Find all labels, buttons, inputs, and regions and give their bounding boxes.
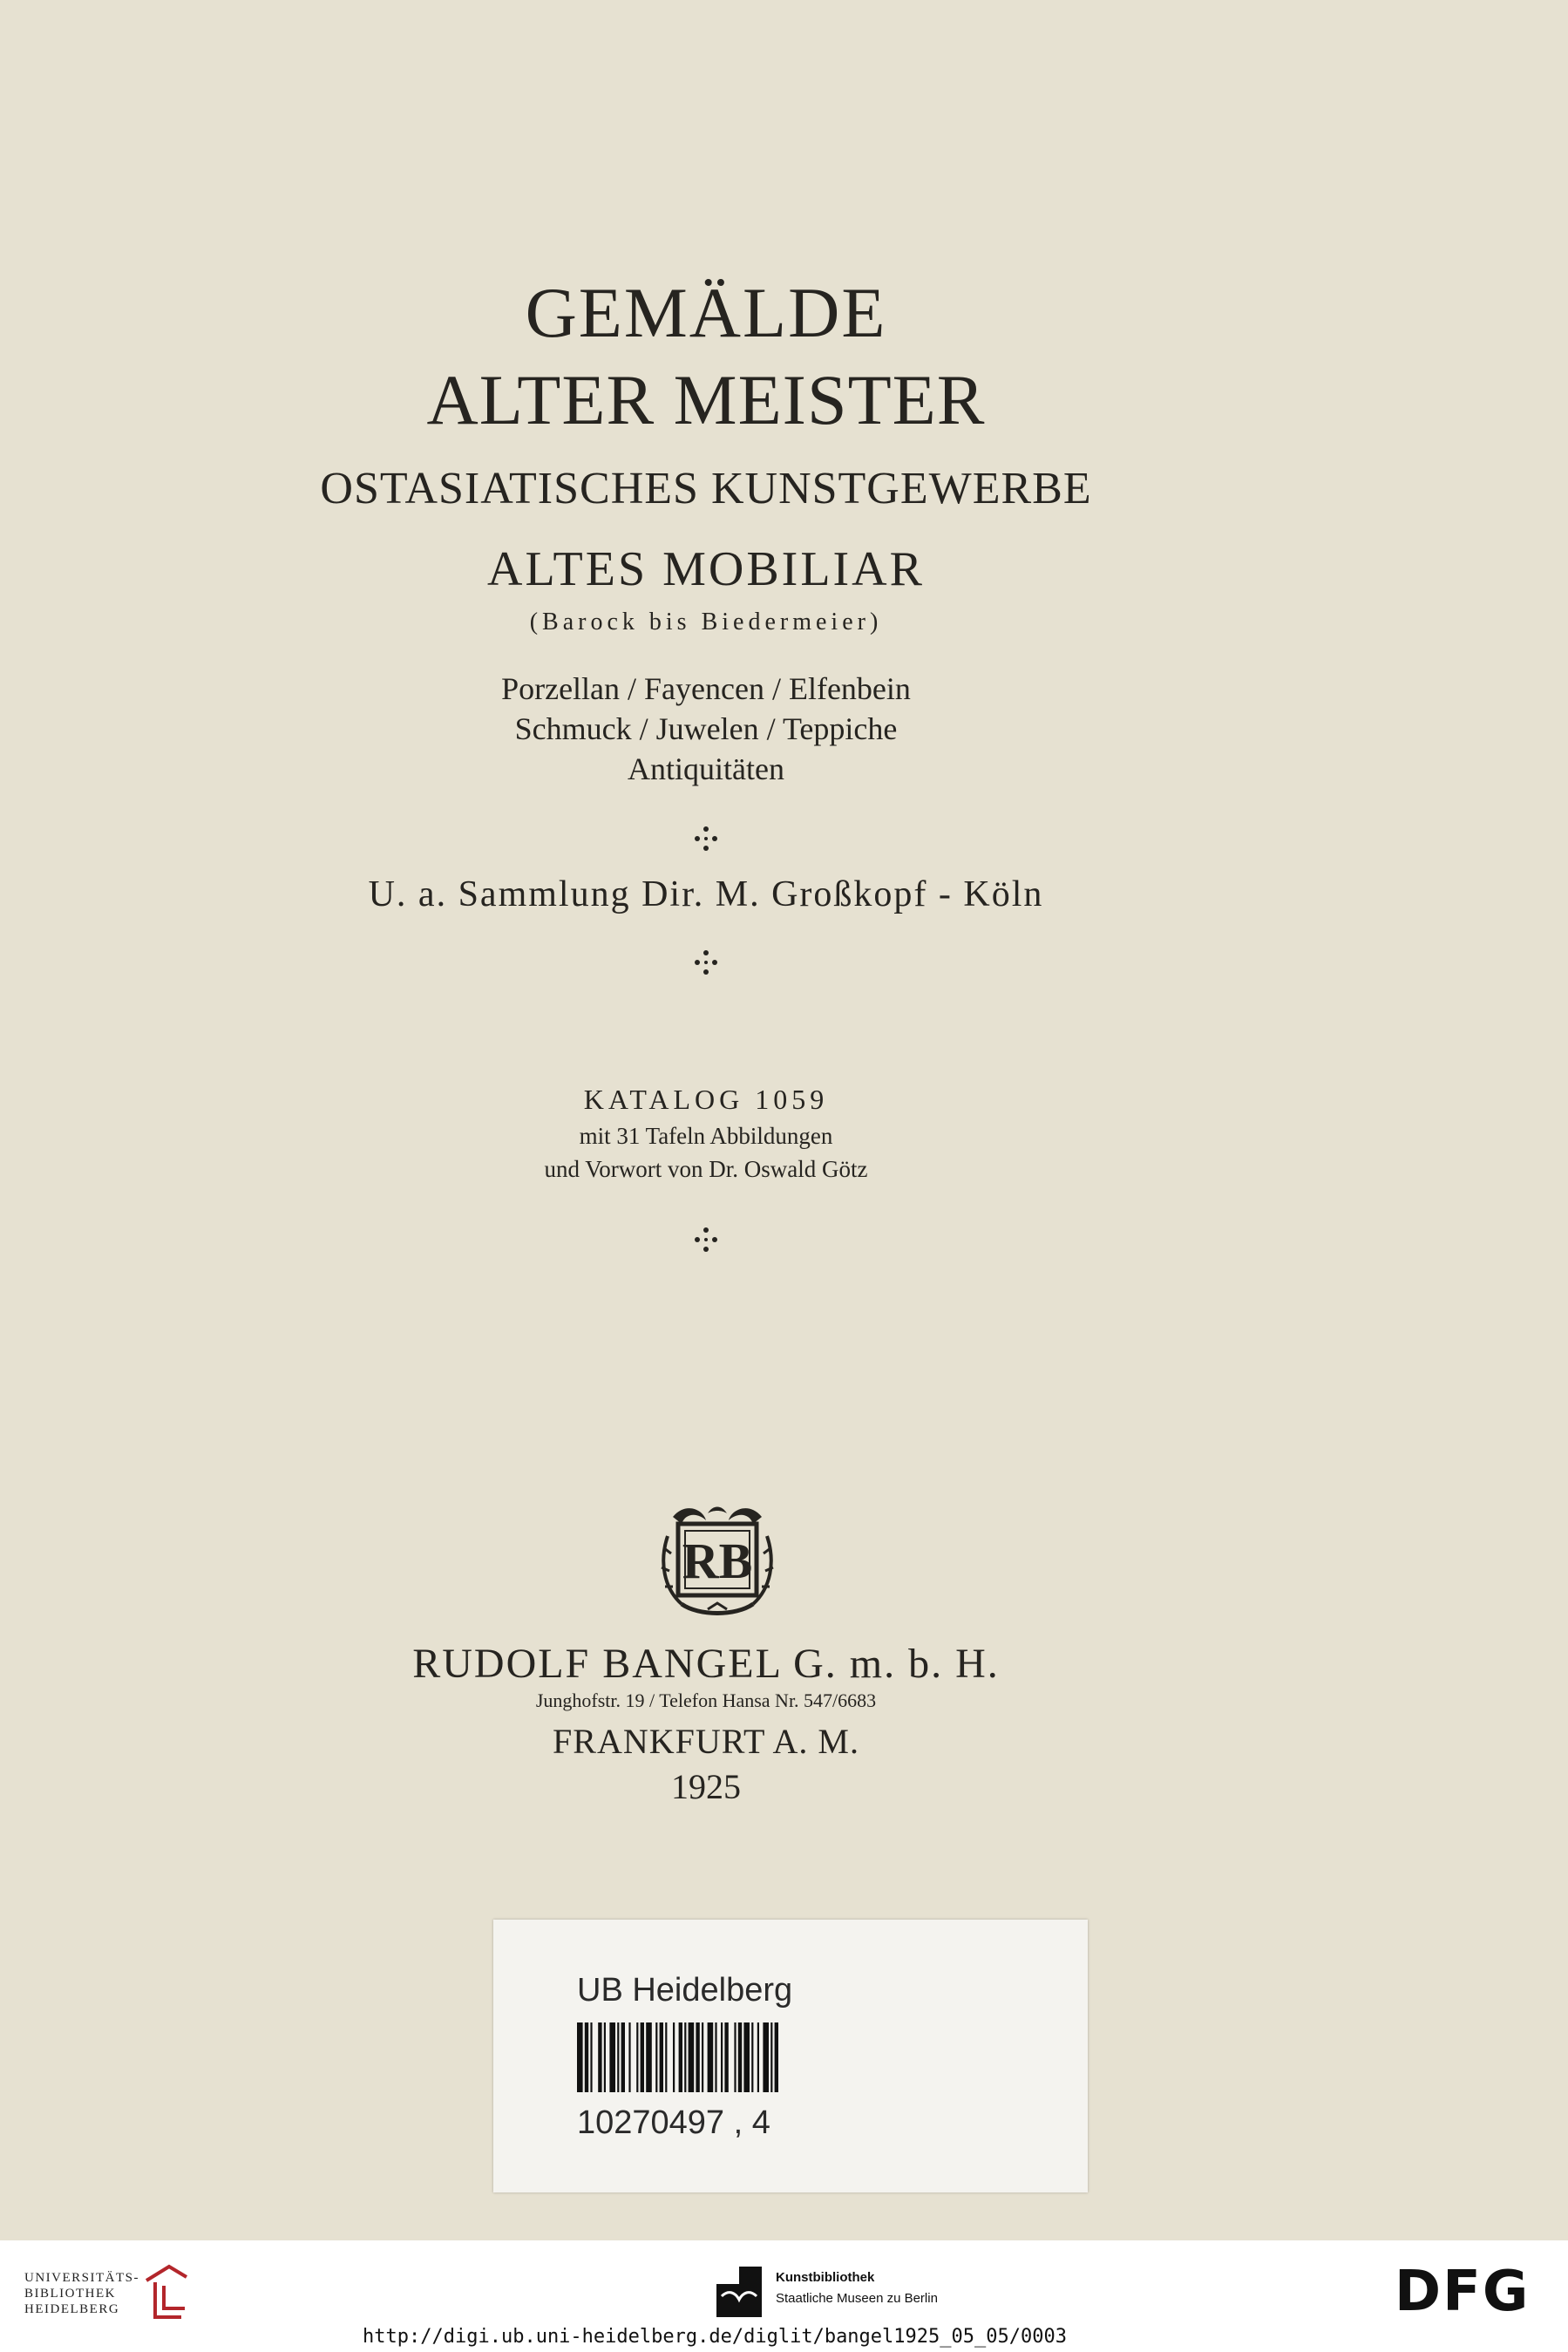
ub-heidelberg-name: [24, 2270, 139, 2317]
barcode-bar: [715, 2022, 716, 2092]
barcode-bar: [702, 2022, 703, 2092]
publisher-address: Junghofstr. 19 / Telefon Hansa Nr. 547/6683: [535, 1689, 877, 1711]
categories-line-2: Schmuck / Juwelen / Teppiche: [514, 711, 898, 746]
label-library-name: UB Heidelberg: [577, 1972, 793, 2009]
barcode-bar: [621, 2022, 625, 2092]
barcode-bar: [679, 2022, 682, 2092]
foreword-note: und Vorwort von Dr. Oswald Götz: [544, 1156, 868, 1182]
categories-line-3: Antiquitäten: [628, 751, 784, 786]
collection-line: U. a. Sammlung Dir. M. Großkopf - Köln: [368, 874, 1044, 914]
barcode-bar: [724, 2022, 728, 2092]
barcode-bar: [696, 2022, 699, 2092]
ornament-icon: [690, 823, 722, 854]
barcode-bar: [665, 2022, 667, 2092]
barcode-bar: [721, 2022, 723, 2092]
monogram-initials: RB: [682, 1533, 753, 1589]
ub-name-line: UNIVERSITÄTS-: [24, 2271, 139, 2285]
ornament-icon: [690, 1224, 722, 1255]
barcode-bar: [775, 2022, 778, 2092]
barcode-bar: [660, 2022, 663, 2092]
barcode-bar: [743, 2022, 750, 2092]
barcode-bar: [689, 2022, 695, 2092]
barcode-bar: [738, 2022, 742, 2092]
kunstbibliothek-subtitle: Staatliche Museen zu Berlin: [776, 2291, 938, 2306]
ub-name-line: BIBLIOTHEK: [24, 2287, 116, 2301]
barcode-bar: [655, 2022, 657, 2092]
publisher-city: FRANKFURT A. M.: [553, 1722, 859, 1761]
plates-note: mit 31 Tafeln Abbildungen: [579, 1123, 833, 1149]
title-line-1: GEMÄLDE: [525, 273, 887, 352]
barcode-bar: [604, 2022, 606, 2092]
barcode-bar: [708, 2022, 714, 2092]
barcode-bar: [609, 2022, 615, 2092]
kunstbibliothek-title: Kunstbibliothek: [776, 2270, 875, 2285]
barcode-bar: [598, 2022, 601, 2092]
barcode-icon: [577, 2022, 964, 2092]
dfg-logo: DFG: [1395, 2260, 1531, 2324]
ub-heidelberg-logo-icon: [143, 2263, 190, 2324]
barcode-bar: [641, 2022, 644, 2092]
kunstbibliothek-logo-icon: [716, 2267, 762, 2317]
barcode-bar: [763, 2022, 769, 2092]
ub-name-line: HEIDELBERG: [24, 2302, 120, 2316]
barcode-bar: [751, 2022, 753, 2092]
barcode-bar: [646, 2022, 652, 2092]
barcode-bar: [673, 2022, 675, 2092]
barcode-bar: [590, 2022, 592, 2092]
barcode-bar: [757, 2022, 759, 2092]
barcode-bar: [684, 2022, 686, 2092]
categories-line-1: Porzellan / Fayencen / Elfenbein: [501, 671, 911, 706]
library-barcode-label: [493, 1920, 1088, 2192]
publisher-name: RUDOLF BANGEL G. m. b. H.: [412, 1641, 1000, 1687]
title-line-2: ALTER MEISTER: [426, 360, 986, 439]
barcode-bar: [577, 2022, 583, 2092]
subtitle-east-asian-crafts: OSTASIATISCHES KUNSTGEWERBE: [320, 464, 1092, 513]
barcode-bar: [628, 2022, 630, 2092]
ornament-icon: [690, 947, 722, 978]
label-shelfmark: 10270497 , 4: [577, 2104, 770, 2141]
barcode-bar: [636, 2022, 638, 2092]
publication-year: 1925: [671, 1767, 741, 1806]
publisher-monogram-logo: [655, 1501, 779, 1620]
barcode-bar: [770, 2022, 772, 2092]
barcode-bar: [617, 2022, 619, 2092]
source-url[interactable]: http://digi.ub.uni-heidelberg.de/diglit/bangel1925_05_05/0003: [363, 2326, 1067, 2348]
barcode-bar: [734, 2022, 736, 2092]
catalog-number: KATALOG 1059: [583, 1084, 829, 1115]
barcode-bar: [585, 2022, 588, 2092]
period-note: (Barock bis Biedermeier): [529, 608, 883, 636]
digitization-footer: [0, 2240, 1568, 2352]
subtitle-furniture: ALTES MOBILIAR: [487, 542, 925, 596]
